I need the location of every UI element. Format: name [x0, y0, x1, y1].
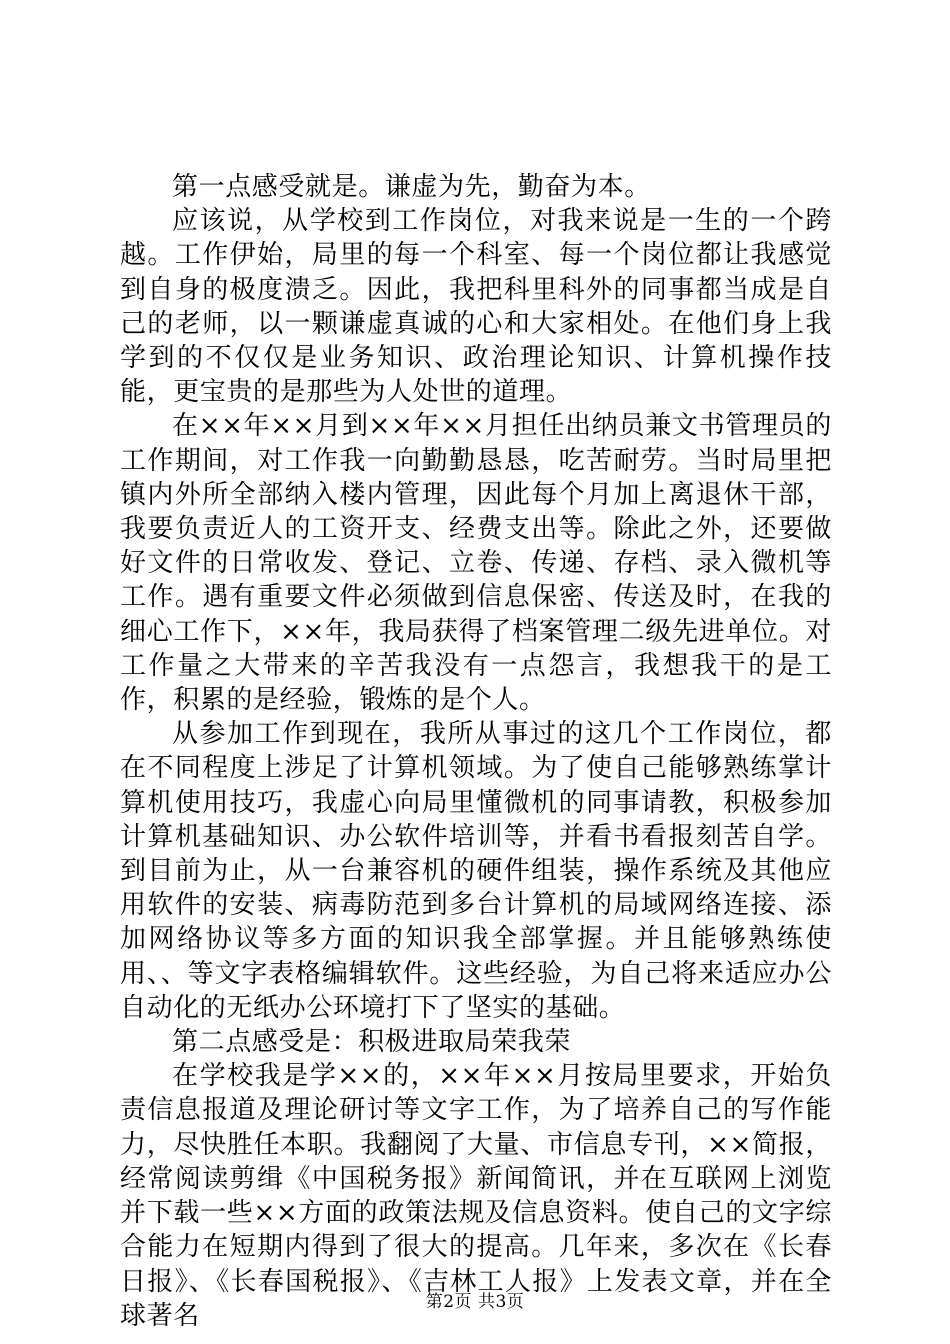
paragraph-6: 在学校我是学××的，××年××月按局里要求，开始负责信息报道及理论研讨等文字工作，为了培养自己的写作能力，尽快胜任本职。我翻阅了大量、市信息专刊，××简报，经常阅读剪缉《中国税务报》新闻简讯，并在互联网上浏览并下载一些××方面的政策法规及信息资料。使自己的文字综合能力在短期内得到了很大的提高。几年来，多次在《长春日报》、《长春国税报》、《吉林工人报》上发表文章，并在全球著名: [120, 1061, 832, 1331]
paragraph-1: 第一点感受就是。谦虚为先，勤奋为本。: [172, 172, 651, 202]
paragraph-3: 在××年××月到××年××月担任出纳员兼文书管理员的工作期间，对工作我一向勤勤恳恳，吃苦耐劳。当时局里把镇内外所全部纳入楼内管理，因此每个月加上离退休干部，我要负责近人的工资开支、经费支出等。除此之外，还要做好文件的日常收发、登记、立卷、传递、存档、录入微机等工作。遇有重要文件必须做到信息保密、传送及时，在我的细心工作下，××年，我局获得了档案管理二级先进单位。对工作量之大带来的辛苦我没有一点怨言，我想我干的是工作，积累的是经验，锻炼的是个人。: [120, 411, 832, 716]
page-footer: 第2页 共3页: [425, 1292, 525, 1312]
paragraph-2: 应该说，从学校到工作岗位，对我来说是一生的一个跨越。工作伊始，局里的每一个科室、每一个岗位都让我感觉到自身的极度溃乏。因此，我把科里科外的同事都当成是自己的老师，以一颗谦虚真诚的心和大家相处。在他们身上我学到的不仅仅是业务知识、政治理论知识、计算机操作技能，更宝贵的是那些为人处世的道理。: [120, 206, 832, 408]
document-body: [120, 170, 832, 1333]
paragraph-5: 第二点感受是：积极进取局荣我荣: [172, 1027, 572, 1058]
paragraph-4: 从参加工作到现在，我所从事过的这几个工作岗位，都在不同程度上涉足了计算机领域。为了使自己能够熟练掌计算机使用技巧，我虚心向局里懂微机的同事请教，积极参加计算机基础知识、办公软件培训等，并看书看报刻苦自学。到目前为止，从一台兼容机的硬件组装，操作系统及其他应用软件的安装、病毒防范到多台计算机的局域网络连接、添加网络协议等多方面的知识我全部掌握。并且能够熟练使用、、等文字表格编辑软件。这些经验，为自己将来适应办公自动化的无纸办公环境打下了坚实的基础。: [120, 719, 832, 1023]
